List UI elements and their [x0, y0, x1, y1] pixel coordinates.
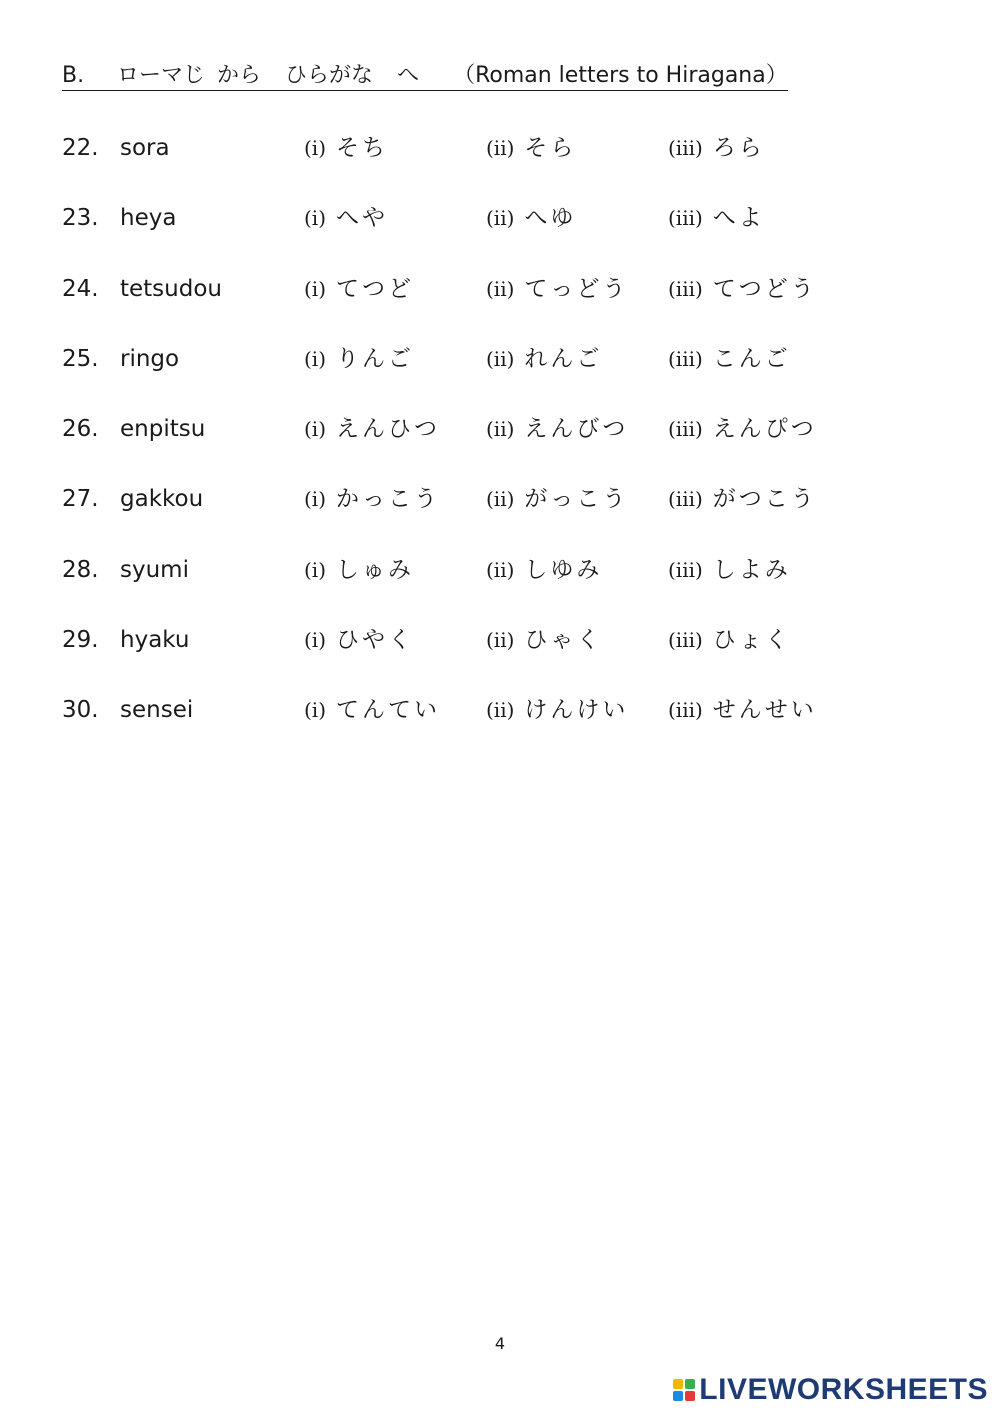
answer-option[interactable]: [304, 269, 414, 309]
answer-option[interactable]: [486, 620, 602, 660]
question-number: 25.: [62, 345, 99, 372]
option-label: (i): [304, 136, 327, 160]
logo-square-red: [685, 1391, 695, 1401]
answer-option[interactable]: [486, 269, 628, 309]
heading-hiragana-word: ひらがな: [285, 63, 374, 88]
question-number: 26.: [62, 416, 99, 443]
section-heading: [62, 62, 788, 91]
option-kana: せんせい: [712, 697, 817, 724]
answer-option[interactable]: [486, 128, 576, 168]
answer-option[interactable]: [668, 269, 817, 309]
option-kana: ひゃく: [524, 627, 603, 654]
option-label: (ii): [486, 628, 515, 653]
question-number: 22.: [62, 135, 99, 161]
answer-option[interactable]: [668, 198, 765, 238]
answer-option[interactable]: [304, 409, 440, 449]
question-row: [62, 620, 942, 690]
option-label: (iii): [668, 417, 703, 442]
option-kana: てんてい: [336, 697, 441, 724]
option-kana: しよみ: [712, 556, 791, 583]
option-kana: てつどう: [712, 275, 817, 302]
option-kana: れんご: [524, 345, 603, 372]
liveworksheets-logo-icon: [673, 1379, 695, 1401]
option-label: (ii): [486, 417, 515, 442]
answer-option[interactable]: [304, 690, 440, 730]
heading-particle-he: へ: [397, 63, 420, 88]
option-kana: えんひつ: [336, 416, 441, 443]
answer-option[interactable]: [668, 128, 765, 168]
option-kana: ひょく: [712, 627, 791, 654]
option-label: (ii): [486, 698, 515, 723]
option-kana: へゆ: [524, 205, 577, 232]
answer-option[interactable]: [486, 479, 628, 519]
answer-option[interactable]: [304, 620, 414, 660]
question-number: 23.: [62, 205, 99, 232]
option-kana: けんけい: [524, 697, 629, 724]
romaji-word: sora: [120, 135, 170, 161]
option-label: (i): [304, 698, 327, 723]
liveworksheets-brand: [673, 1372, 988, 1408]
option-label: (iii): [668, 557, 703, 582]
option-label: (iii): [668, 276, 703, 301]
option-kana: てっどう: [524, 275, 629, 302]
question-row: [62, 198, 942, 268]
answer-option[interactable]: [486, 198, 576, 238]
option-kana: へよ: [712, 205, 765, 232]
option-kana: ろら: [712, 135, 765, 161]
question-row: [62, 339, 942, 409]
answer-option[interactable]: [668, 479, 817, 519]
answer-option[interactable]: [486, 409, 628, 449]
question-number: 24.: [62, 275, 99, 302]
section-letter: B.: [62, 63, 85, 88]
option-kana: かっこう: [336, 486, 441, 513]
heading-romaji-word: ローマじ: [117, 63, 206, 88]
option-kana: がつこう: [712, 486, 817, 513]
question-number: 30.: [62, 697, 99, 724]
question-list: [62, 128, 942, 761]
option-label: (i): [304, 417, 327, 442]
option-label: (ii): [486, 136, 515, 160]
answer-option[interactable]: [486, 690, 628, 730]
logo-square-green: [685, 1379, 695, 1389]
option-kana: こんご: [712, 345, 791, 372]
option-kana: そち: [336, 135, 389, 161]
romaji-word: heya: [120, 205, 177, 232]
answer-option[interactable]: [304, 550, 414, 590]
answer-option[interactable]: [668, 620, 791, 660]
option-label: (i): [304, 206, 327, 231]
option-label: (iii): [668, 698, 703, 723]
question-number: 28.: [62, 556, 99, 583]
romaji-word: syumi: [120, 556, 189, 583]
answer-option[interactable]: [304, 339, 414, 379]
option-label: (ii): [486, 206, 515, 231]
option-kana: しゅみ: [336, 556, 415, 583]
brand-name: LIVEWORKSHEETS: [699, 1373, 988, 1406]
romaji-word: ringo: [120, 345, 180, 372]
option-label: (i): [304, 346, 327, 371]
option-kana: りんご: [336, 345, 415, 372]
logo-square-yellow: [673, 1379, 683, 1389]
option-kana: しゆみ: [524, 556, 603, 583]
question-row: [62, 550, 942, 620]
option-label: (ii): [486, 487, 515, 512]
option-kana: えんびつ: [524, 416, 629, 443]
option-label: (i): [304, 557, 327, 582]
answer-option[interactable]: [304, 128, 388, 168]
logo-square-blue: [673, 1391, 683, 1401]
option-label: (ii): [486, 276, 515, 301]
option-label: (iii): [668, 487, 703, 512]
romaji-word: gakkou: [120, 486, 204, 513]
option-kana: がっこう: [524, 486, 629, 513]
option-label: (i): [304, 487, 327, 512]
answer-option[interactable]: [304, 198, 388, 238]
option-kana: えんぴつ: [712, 416, 817, 443]
question-number: 27.: [62, 486, 99, 513]
question-row: [62, 128, 942, 198]
question-row: [62, 690, 942, 760]
answer-option[interactable]: [668, 550, 791, 590]
romaji-word: hyaku: [120, 627, 190, 654]
heading-english: （Roman letters to Hiragana）: [453, 63, 788, 88]
option-label: (i): [304, 276, 327, 301]
romaji-word: tetsudou: [120, 275, 222, 302]
option-label: (iii): [668, 628, 703, 653]
heading-particle-kara: から: [217, 63, 262, 88]
option-kana: ひやく: [336, 627, 415, 654]
page-number: 4: [494, 1334, 506, 1353]
option-label: (iii): [668, 346, 703, 371]
question-row: [62, 479, 942, 549]
romaji-word: sensei: [120, 697, 194, 724]
option-label: (i): [304, 628, 327, 653]
answer-option[interactable]: [486, 550, 602, 590]
option-kana: そら: [524, 135, 577, 161]
question-row: [62, 269, 942, 339]
romaji-word: enpitsu: [120, 416, 206, 443]
question-number: 29.: [62, 627, 99, 654]
answer-option[interactable]: [668, 409, 817, 449]
option-label: (iii): [668, 136, 703, 160]
answer-option[interactable]: [304, 479, 440, 519]
question-row: [62, 409, 942, 479]
answer-option[interactable]: [668, 339, 791, 379]
answer-option[interactable]: [668, 690, 817, 730]
option-label: (iii): [668, 206, 703, 231]
option-kana: てつど: [336, 275, 415, 302]
option-label: (ii): [486, 346, 515, 371]
option-kana: へや: [336, 205, 389, 232]
option-label: (ii): [486, 557, 515, 582]
answer-option[interactable]: [486, 339, 602, 379]
